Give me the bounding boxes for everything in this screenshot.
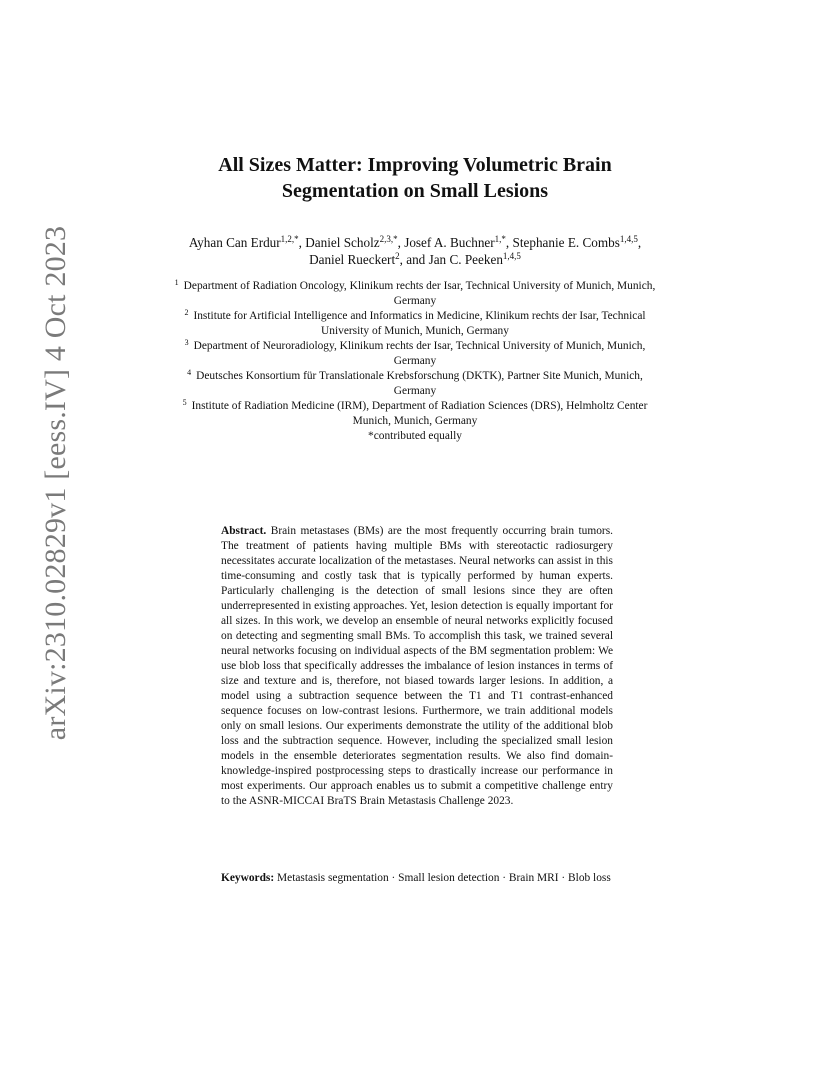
paper-title: All Sizes Matter: Improving Volumetric Brain Segmentation on Small Lesions (218, 154, 612, 202)
affiliation-list (170, 279, 660, 444)
author-name: Ayhan Can Erdur (188, 235, 281, 250)
arxiv-identifier-stamp: arXiv:2310.02829v1 [eess.IV] 4 Oct 2023 (39, 225, 72, 741)
affiliation (170, 339, 660, 369)
affiliation (170, 309, 660, 339)
author (404, 235, 512, 250)
author-affiliation-marks: 1,4,5 (502, 251, 521, 261)
author (309, 252, 429, 267)
author-affiliation-marks: 1,2,* (280, 234, 299, 244)
affiliation-text: Department of Radiation Oncology, Klinikum rechts der Isar, Technical University of Munich, Munich, Germany (183, 280, 656, 307)
author (305, 235, 404, 250)
author-name: Daniel Scholz (305, 235, 380, 250)
affiliation-number: 3 (184, 338, 189, 347)
author-list (180, 234, 650, 268)
author-name: Stephanie E. Combs (512, 235, 620, 250)
affiliation-number: 1 (174, 278, 179, 287)
keywords-text: Metastasis segmentation · Small lesion detection · Brain MRI · Blob loss (277, 872, 611, 884)
affiliation-text: Institute of Radiation Medicine (IRM), Department of Radiation Sciences (DRS), Helmholtz Center Munich, Munich, Germany (191, 400, 648, 427)
affiliation-number: 4 (187, 368, 192, 377)
keywords (221, 871, 613, 886)
affiliation-number: 5 (182, 398, 187, 407)
abstract-text: Brain metastases (BMs) are the most frequently occurring brain tumors. The treatment of patients having multiple BMs with stereotactic radiosurgery necessitates accurate localization of the metastases. Neural networks can assist in this time-consuming and costly task that is typically performed by human experts. Particularly challenging is the detection of small lesions since they are often underrepresented in existing approaches. Yet, lesion detection is equally important for all sizes. In this work, we develop an ensemble of neural networks explicitly focused on detecting and segmenting small BMs. To accomplish this task, we trained several neural networks focusing on individual aspects of the BM segmentation problem: We use blob loss that specifically addresses the imbalance of lesion instances in terms of size and texture and is, therefore, not biased towards larger lesions. In addition, a model using a subtraction sequence between the T1 and T1 contrast-enhanced sequence focuses on low-contrast lesions. Furthermore, we train additional models only on small lesions. Our experiments demonstrate the utility of the additional blob loss and the subtraction sequence. However, including the specialized small lesion models in the ensemble deteriorates segmentation results. We also find domain-knowledge-inspired postprocessing steps to drastically increase our performance in most experiments. Our approach enables us to submit a competitive challenge entry to the ASNR-MICCAI BraTS Brain Metastasis Challenge 2023. (221, 525, 613, 807)
affiliation (170, 279, 660, 309)
affiliation-number: 2 (184, 308, 189, 317)
affiliation-text: Department of Neuroradiology, Klinikum rechts der Isar, Technical University of Munich, Munich, Germany (193, 340, 646, 367)
affiliation (170, 399, 660, 429)
author (429, 252, 521, 267)
author-separator: , (637, 235, 642, 250)
author-name: Jan C. Peeken (428, 252, 503, 267)
author-separator: , (505, 235, 513, 250)
abstract-label: Abstract. (221, 525, 267, 537)
author-affiliation-marks: 2,3,* (379, 234, 398, 244)
author (189, 235, 305, 250)
affiliation-text: Deutsches Konsortium für Translationale Krebsforschung (DKTK), Partner Site Munich, Munich, Germany (196, 370, 643, 397)
author-separator: , (298, 235, 306, 250)
author-affiliation-marks: 1,* (494, 234, 506, 244)
author-name: Daniel Rueckert (309, 252, 396, 267)
author (513, 235, 642, 250)
abstract (221, 524, 613, 809)
author-name: Josef A. Buchner (404, 235, 495, 250)
affiliation (170, 369, 660, 399)
author-separator: , (397, 235, 405, 250)
author-separator: , and (399, 252, 429, 267)
contributed-equally-note: *contributed equally (368, 430, 462, 442)
keywords-label: Keywords: (221, 872, 275, 884)
affiliation-text: Institute for Artificial Intelligence and Informatics in Medicine, Klinikum rechts der Isar, Technical University of Munich, Munich, Germany (193, 310, 646, 337)
author-affiliation-marks: 2 (395, 251, 400, 261)
author-affiliation-marks: 1,4,5 (619, 234, 638, 244)
